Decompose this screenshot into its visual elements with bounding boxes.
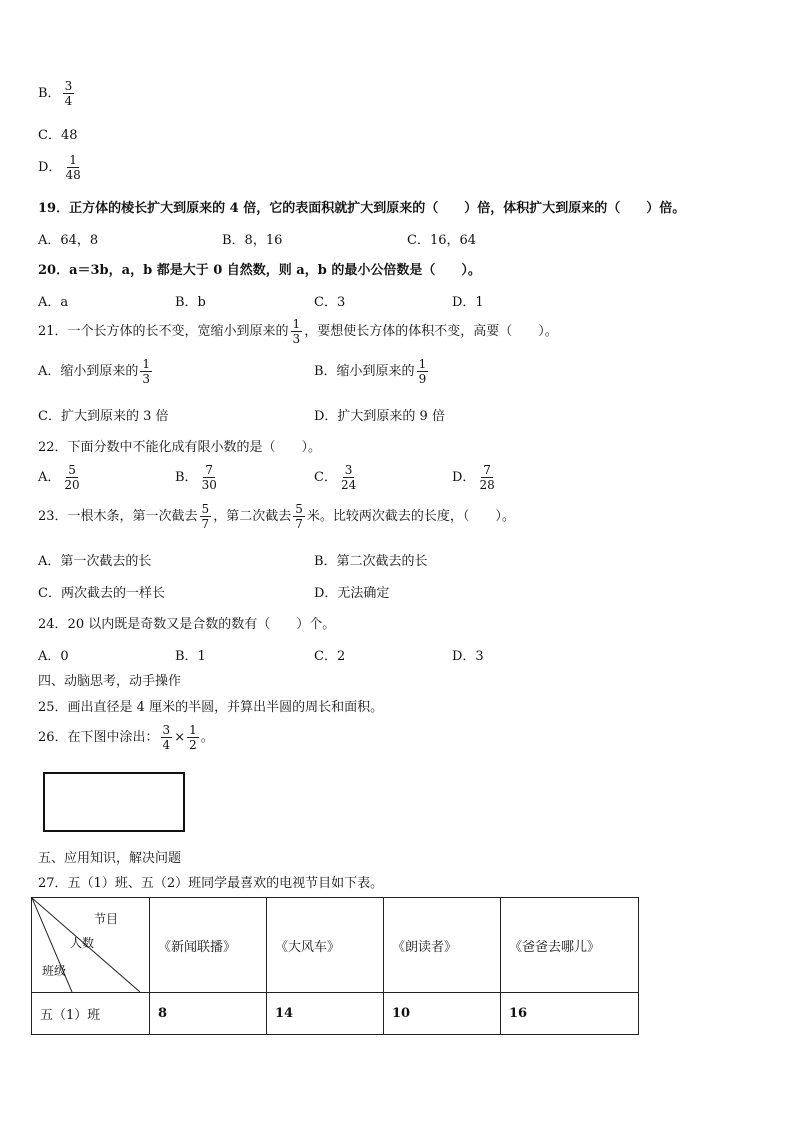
q20-option-c: C．3 xyxy=(314,295,346,310)
q22-stem: 22．下面分数中不能化成有限小数的是（ ）。 xyxy=(38,440,322,455)
q22-option-c: C． $\frac{3}{24}$ xyxy=(314,463,357,492)
fraction: $\frac{5}{20}$ xyxy=(64,463,80,492)
column-header: 《爸爸去哪儿》 xyxy=(501,898,639,993)
q21-option-a: A．缩小到原来的 $\frac{1}{3}$ xyxy=(38,357,151,386)
q22-option-d: D． $\frac{7}{28}$ xyxy=(452,463,495,492)
q24-option-d: D．3 xyxy=(452,649,484,664)
table-cell: 14 xyxy=(267,993,384,1035)
q21-option-b: B．缩小到原来的 $\frac{1}{9}$ xyxy=(314,357,427,386)
table-header-row xyxy=(32,898,639,993)
q22-option-a: A． $\frac{5}{20}$ xyxy=(38,463,80,492)
fraction: $\frac{3}{4}$ xyxy=(162,723,171,752)
q18-option-b: B． $\frac{3}{4}$ xyxy=(38,79,73,108)
fraction: $\frac{3}{24}$ xyxy=(340,463,357,492)
fraction: $\frac{5}{7}$ xyxy=(201,502,210,531)
q21-option-c: C．扩大到原来的 3 倍 xyxy=(38,409,169,424)
q25-stem: 25．画出直径是 4 厘米的半圆，并算出半圆的周长和面积。 xyxy=(38,700,384,715)
row-class-label: 五（1）班 xyxy=(32,993,150,1035)
diag-label-program: 节目 xyxy=(94,912,119,926)
diag-label-count: 人数 xyxy=(70,936,95,950)
section-heading-5: 五、应用知识，解决问题 xyxy=(38,851,182,866)
q24-option-a: A．0 xyxy=(38,649,69,664)
q23-stem: 23．一根木条，第一次截去 $\frac{5}{7}$ ，第二次截去 $\frac{5}{7}$ 米。比较两次截去的长度，（ ）。 xyxy=(38,502,515,531)
fraction: $\frac{1}{3}$ xyxy=(292,317,301,346)
table-cell: 10 xyxy=(384,993,501,1035)
shading-rectangle xyxy=(43,772,185,832)
q21-stem: 21．一个长方体的长不变，宽缩小到原来的 $\frac{1}{3}$ ，要想使长方体的体积不变，高要（ ）。 xyxy=(38,317,558,346)
q20-option-b: B．b xyxy=(175,295,206,310)
q19-stem: 19．正方体的棱长扩大到原来的 4 倍，它的表面积就扩大到原来的（ ）倍，体积扩大到原来的（ ）倍。 xyxy=(38,201,686,216)
q18-option-d: D． $\frac{1}{48}$ xyxy=(38,153,81,182)
q23-option-c: C．两次截去的一样长 xyxy=(38,586,165,601)
table-cell: 8 xyxy=(150,993,267,1035)
q24-stem: 24．20 以内既是奇数又是合数的数有（ ）个。 xyxy=(38,617,336,632)
q18-option-c: C．48 xyxy=(38,128,78,143)
q19-option-a: A．64，8 xyxy=(38,233,99,248)
table-row xyxy=(32,993,639,1035)
tv-program-table xyxy=(31,897,639,1035)
q23-option-a: A．第一次截去的长 xyxy=(38,554,152,569)
q19-option-b: B．8，16 xyxy=(222,233,283,248)
q19-option-c: C．16，64 xyxy=(407,233,477,248)
q27-stem: 27．五（1）班、五（2）班同学最喜欢的电视节目如下表。 xyxy=(38,876,384,891)
q21-option-d: D．扩大到原来的 9 倍 xyxy=(314,409,445,424)
q20-option-d: D．1 xyxy=(452,295,484,310)
fraction: $\frac{1}{9}$ xyxy=(418,357,427,386)
column-header: 《新闻联播》 xyxy=(150,898,267,993)
fraction: $\frac{1}{48}$ xyxy=(65,153,81,182)
column-header: 《朗读者》 xyxy=(384,898,501,993)
fraction: $\frac{5}{7}$ xyxy=(295,502,303,531)
fraction: $\frac{7}{30}$ xyxy=(201,463,217,492)
table-cell: 16 xyxy=(501,993,639,1035)
q24-option-b: B．1 xyxy=(175,649,206,664)
q23-option-b: B．第二次截去的长 xyxy=(314,554,428,569)
diag-label-class: 班级 xyxy=(42,964,67,978)
fraction: $\frac{1}{3}$ xyxy=(142,357,151,386)
q23-option-d: D．无法确定 xyxy=(314,586,390,601)
q20-option-a: A．a xyxy=(38,295,69,310)
fraction: $\frac{7}{28}$ xyxy=(479,463,495,492)
column-header: 《大风车》 xyxy=(267,898,384,993)
fraction: $\frac{3}{4}$ xyxy=(64,79,73,108)
q24-option-c: C．2 xyxy=(314,649,346,664)
diagonal-header-cell xyxy=(32,898,150,993)
q22-option-b: B． $\frac{7}{30}$ xyxy=(175,463,217,492)
q26-stem: 26．在下图中涂出： $\frac{3}{4}$ × $\frac{1}{2}$ 。 xyxy=(38,723,214,752)
fraction: $\frac{1}{2}$ xyxy=(189,723,197,752)
q20-stem: 20．a＝3b，a，b 都是大于 0 自然数，则 a，b 的最小公倍数是（ ）。 xyxy=(38,263,481,278)
section-heading-4: 四、动脑思考，动手操作 xyxy=(38,674,182,689)
